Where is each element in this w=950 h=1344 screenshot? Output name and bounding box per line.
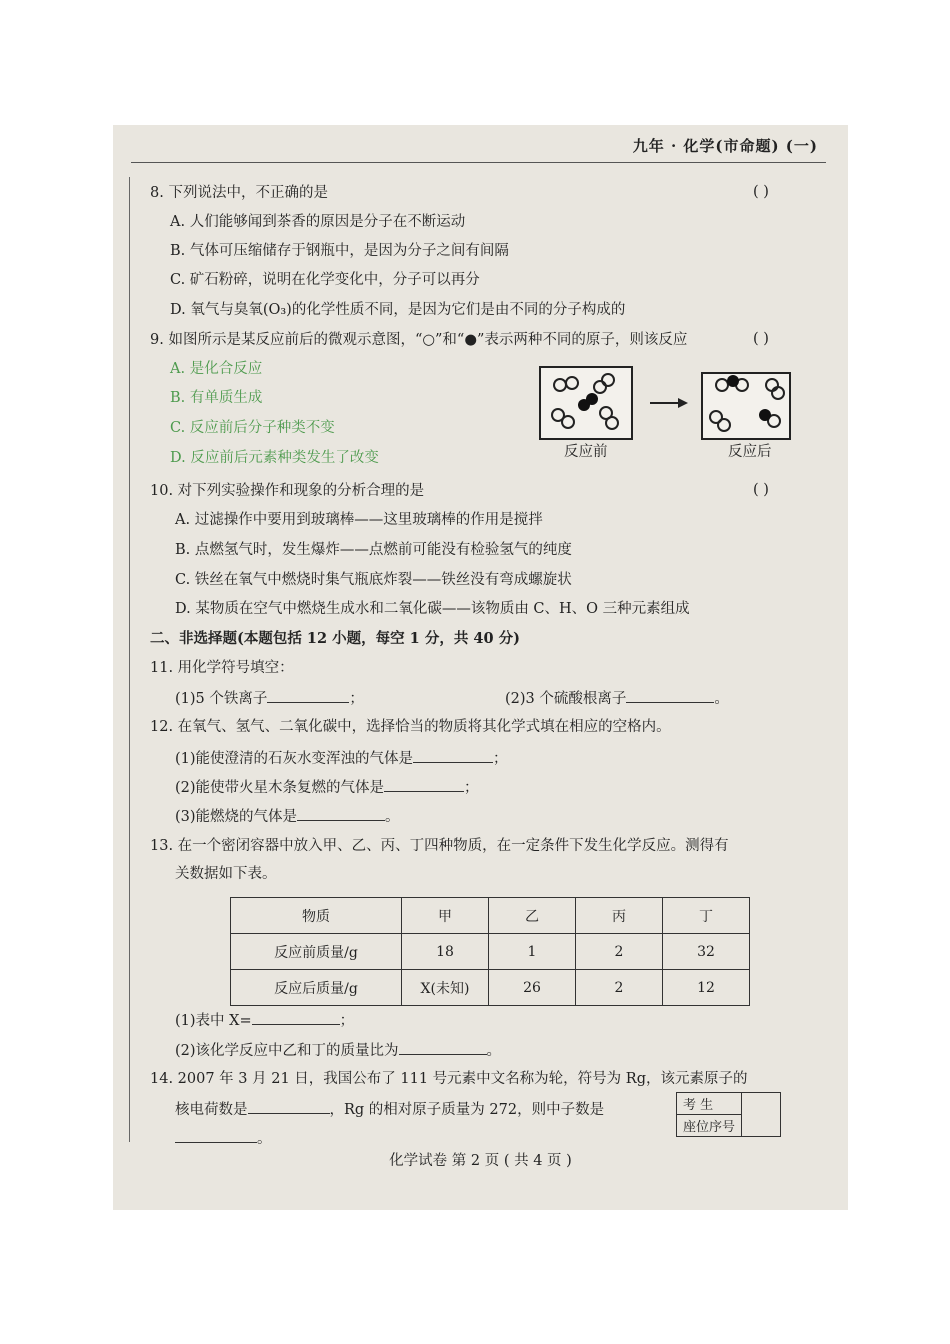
q11-part-2: (2)3 个硫酸根离子 。 <box>505 688 729 708</box>
q14-blank-1[interactable] <box>248 1099 330 1114</box>
seat-number-box <box>676 1092 781 1137</box>
exam-page <box>113 125 848 1210</box>
q11-blank-1[interactable] <box>267 688 349 703</box>
q10-option-a: A. 过滤操作中要用到玻璃棒——这里玻璃棒的作用是搅拌 <box>175 512 543 528</box>
q14-line-2: 核电荷数是 ，Rg 的相对原子质量为 272，则中子数是 <box>175 1099 604 1119</box>
q11-blank-2[interactable] <box>626 688 714 703</box>
table-cell: 32 <box>663 934 750 970</box>
table-cell: 2 <box>576 934 663 970</box>
q13-stem-2: 关数据如下表。 <box>175 866 277 882</box>
q14-blank-2[interactable] <box>175 1128 257 1143</box>
q12-part-1: (1)能使澄清的石灰水变浑浊的气体是 ； <box>175 748 508 768</box>
q13-stem-1: 13. 在一个密闭容器中放入甲、乙、丙、丁四种物质，在一定条件下发生化学反应。测得有 <box>150 838 729 854</box>
page-header: 九年 · 化学(市命题) (一) <box>632 137 818 155</box>
q9-answer-paren: ( ) <box>753 331 769 347</box>
q11-stem: 11. 用化学符号填空： <box>150 660 294 676</box>
arrow-icon <box>678 398 688 408</box>
seat-label-2: 座位序号 <box>677 1115 742 1137</box>
table-cell: 12 <box>663 970 750 1006</box>
q11-part-1: (1)5 个铁离子 ； <box>175 688 364 708</box>
q10-answer-paren: ( ) <box>753 482 769 498</box>
table-cell: 反应后质量/g <box>231 970 402 1006</box>
table-cell: 反应前质量/g <box>231 934 402 970</box>
q8-option-b: B. 气体可压缩储存于钢瓶中，是因为分子之间有间隔 <box>170 243 509 259</box>
q9-option-d: D. 反应前后元素种类发生了改变 <box>170 450 379 466</box>
q13-blank-1[interactable] <box>252 1010 340 1025</box>
q12-stem: 12. 在氧气、氢气、二氧化碳中，选择恰当的物质将其化学式填在相应的空格内。 <box>150 719 671 735</box>
q10-option-d: D. 某物质在空气中燃烧生成水和二氧化碳——该物质由 C、H、O 三种元素组成 <box>175 601 690 617</box>
table-header-cell: 物质 <box>231 898 402 934</box>
q12-blank-2[interactable] <box>384 777 464 792</box>
seat-label-1: 考 生 <box>677 1093 742 1115</box>
q8-stem: 8. 下列说法中，不正确的是 <box>150 185 328 201</box>
section-2-heading: 二、非选择题(本题包括 12 小题，每空 1 分，共 40 分) <box>150 630 520 647</box>
table-cell: 1 <box>489 934 576 970</box>
q14-line-1: 14. 2007 年 3 月 21 日，我国公布了 111 号元素中文名称为轮，符号为 Rg，该元素原子的 <box>150 1071 748 1087</box>
page-footer: 化学试卷 第 2 页 ( 共 4 页 ) <box>389 1153 572 1169</box>
table-header-cell: 乙 <box>489 898 576 934</box>
q9-option-b: B. 有单质生成 <box>170 390 263 406</box>
table-header-cell: 甲 <box>402 898 489 934</box>
q12-blank-1[interactable] <box>413 748 493 763</box>
table-row <box>231 934 750 970</box>
q8-option-a: A. 人们能够闻到茶香的原因是分子在不断运动 <box>170 214 466 230</box>
q12-part-2: (2)能使带火星木条复燃的气体是 ； <box>175 777 479 797</box>
after-label: 反应后 <box>728 444 772 460</box>
q10-option-c: C. 铁丝在氧气中燃烧时集气瓶底炸裂——铁丝没有弯成螺旋状 <box>175 572 572 588</box>
table-header-row <box>231 898 750 934</box>
q12-blank-3[interactable] <box>297 806 385 821</box>
q13-blank-2[interactable] <box>399 1040 487 1055</box>
q8-option-d: D. 氧气与臭氧(O₃)的化学性质不同，是因为它们是由不同的分子构成的 <box>170 302 626 318</box>
table-cell: 2 <box>576 970 663 1006</box>
q13-part-1: (1)表中 X= ； <box>175 1010 354 1030</box>
q8-option-c: C. 矿石粉碎，说明在化学变化中，分子可以再分 <box>170 272 480 288</box>
q14-line-3: 。 <box>175 1128 272 1148</box>
table-cell: 26 <box>489 970 576 1006</box>
q10-stem: 10. 对下列实验操作和现象的分析合理的是 <box>150 483 425 499</box>
table-cell: X(未知) <box>402 970 489 1006</box>
table-header-cell: 丁 <box>663 898 750 934</box>
seat-number-field[interactable] <box>742 1093 781 1137</box>
margin-rule <box>129 177 130 1142</box>
q10-option-b: B. 点燃氢气时，发生爆炸——点燃前可能没有检验氢气的纯度 <box>175 542 572 558</box>
q9-option-a: A. 是化合反应 <box>170 361 263 377</box>
q8-answer-paren: ( ) <box>753 184 769 200</box>
before-label: 反应前 <box>564 444 608 460</box>
table-cell: 18 <box>402 934 489 970</box>
q9-option-c: C. 反应前后分子种类不变 <box>170 420 335 436</box>
table-row <box>231 970 750 1006</box>
header-rule <box>131 162 826 163</box>
q12-part-3: (3)能燃烧的气体是 。 <box>175 806 400 826</box>
mass-data-table <box>230 897 750 1006</box>
q13-part-2: (2)该化学反应中乙和丁的质量比为 。 <box>175 1040 501 1060</box>
table-header-cell: 丙 <box>576 898 663 934</box>
q9-stem: 9. 如图所示是某反应前后的微观示意图，“○”和“●”表示两种不同的原子，则该反应 <box>150 332 688 348</box>
